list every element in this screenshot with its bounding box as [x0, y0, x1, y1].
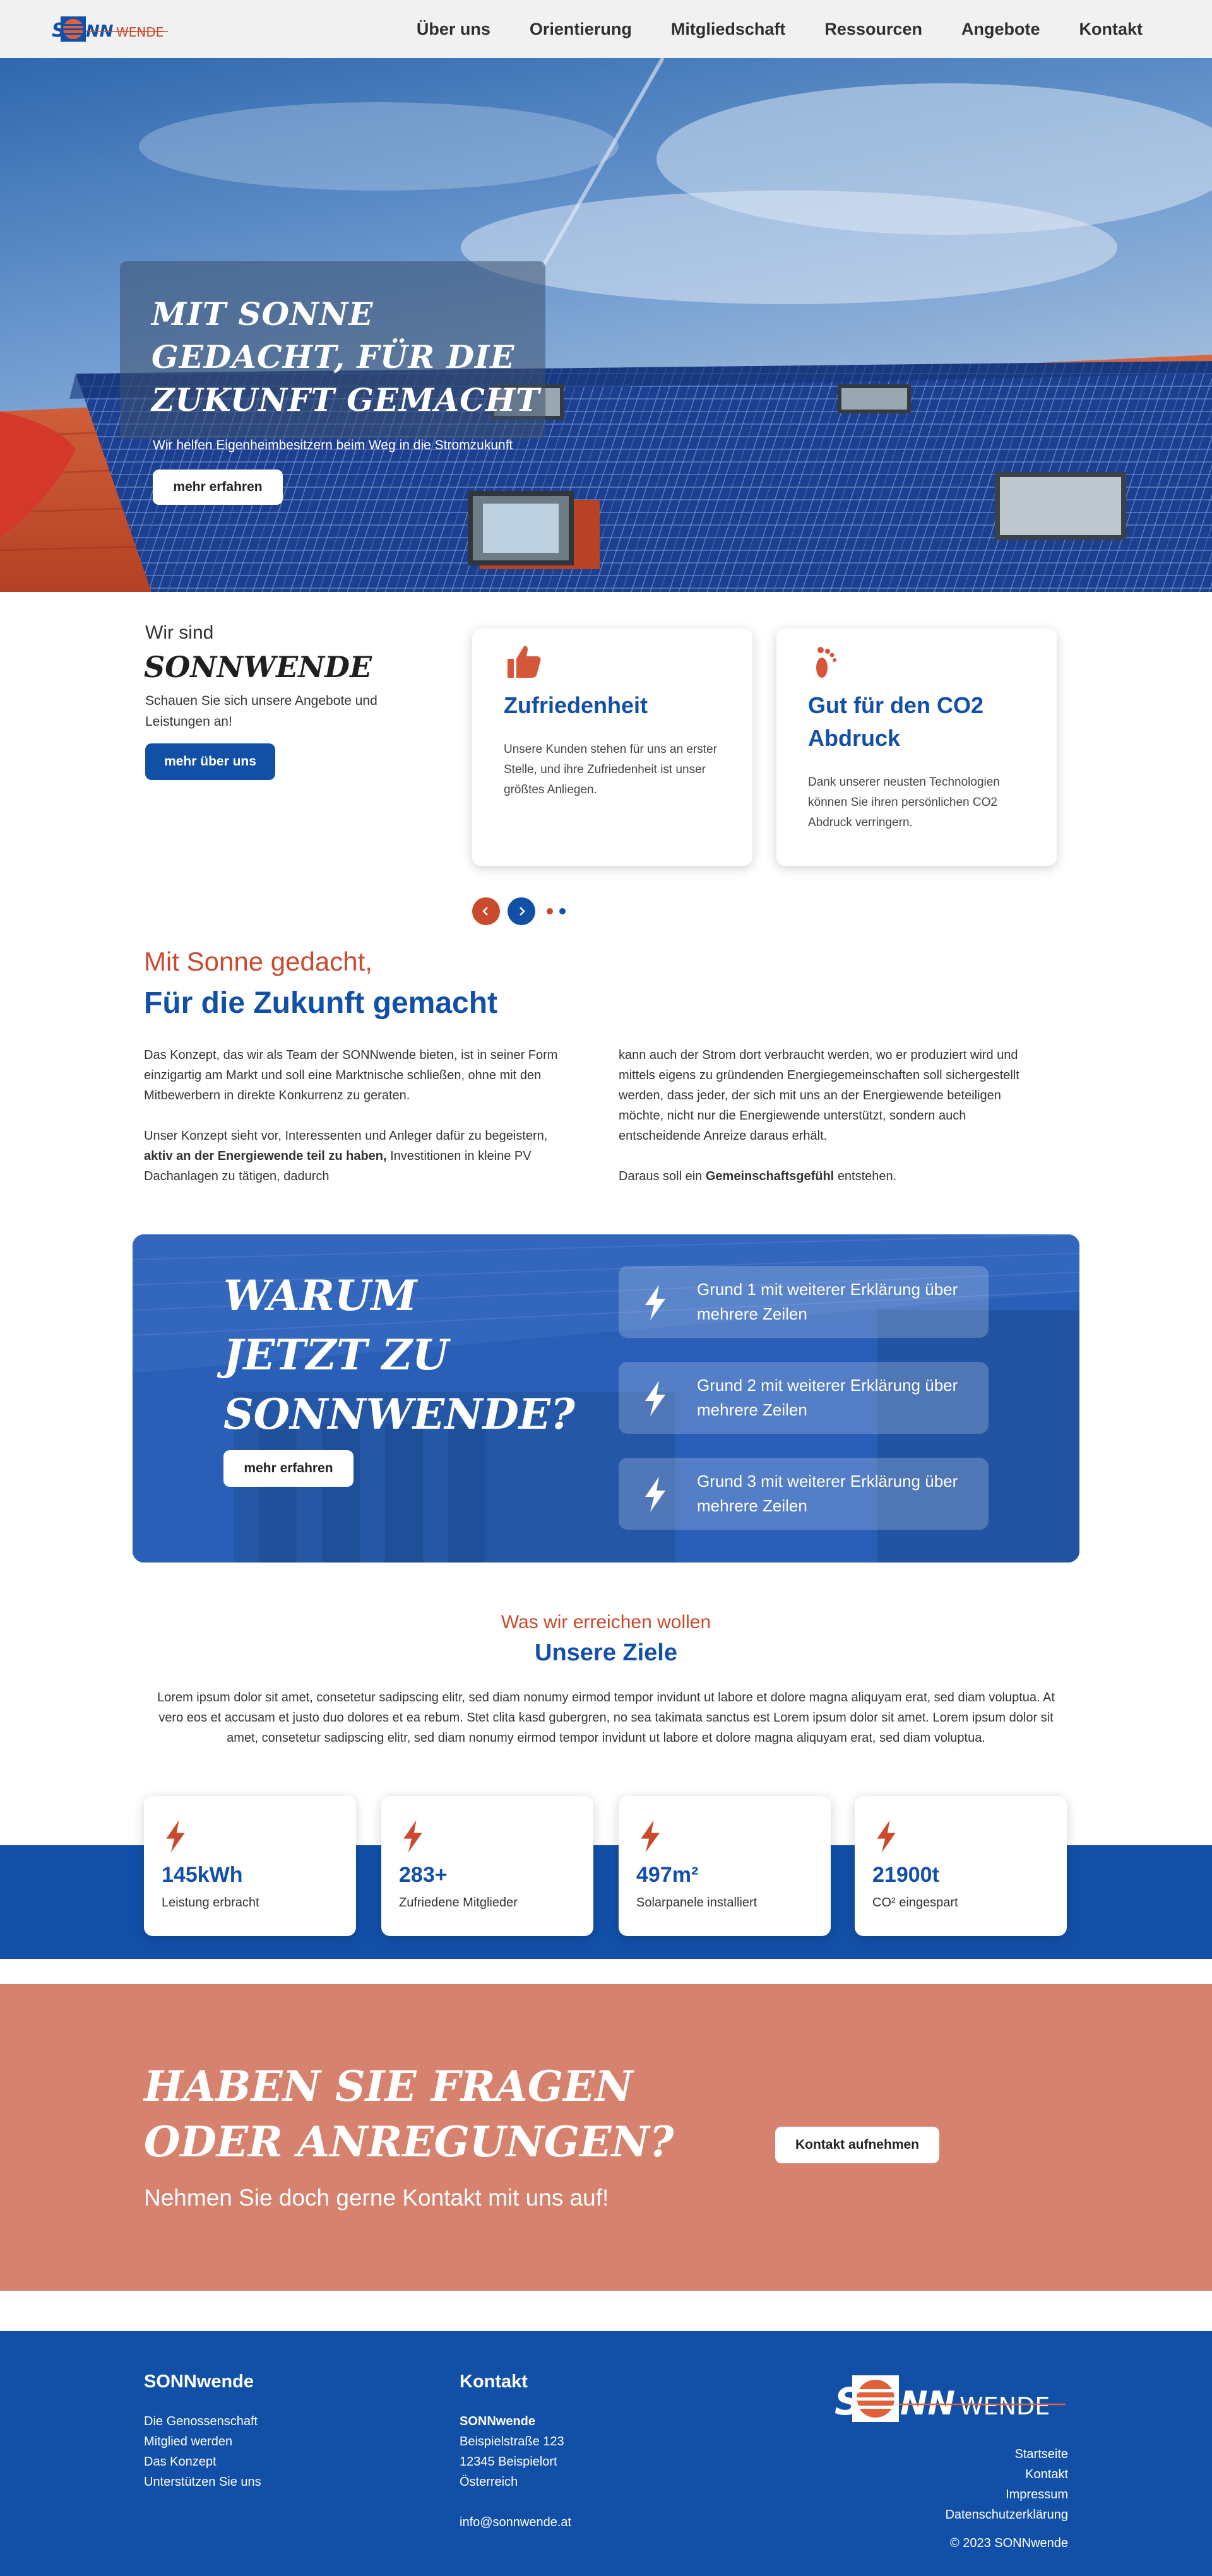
- stat-card-members: [381, 1796, 593, 1936]
- goals-pretitle: Was wir erreichen wollen: [501, 1612, 711, 1633]
- svg-text:S: S: [835, 2380, 862, 2424]
- concept-bold-text: aktiv an der Energiewende teil zu haben,: [144, 1149, 387, 1163]
- hero-title: MIT SONNE GEDACHT, FÜR DIE ZUKUNFT GEMACHT: [152, 295, 540, 418]
- footer-link[interactable]: Mitglied werden: [144, 2435, 233, 2449]
- goals-text: Lorem ipsum dolor sit amet, consetetur sadipscing elitr, sed diam nonumy eirmod tempor invidunt ut labore et dolore magna aliquyam erat, sed diam voluptua. At vero eos et accusam et justo duo dolores et ea rebum. Stet clita kasd gubergren, no sea takimata sanctus est Lorem ipsum dolor sit amet. Lorem ipsum dolor sit amet, consetetur sadipscing elitr, sed diam nonumy eirmod tempor invidunt ut labore et dolore magna aliquyam erat, sed diam voluptua.: [157, 1691, 1055, 1745]
- intro-brand-name: SONNWENDE: [144, 650, 372, 684]
- hero-subtitle: Wir helfen Eigenheimbesitzern beim Weg in die Stromzukunft: [153, 438, 513, 452]
- reason-item-3: [619, 1458, 989, 1530]
- footer-column-links: [833, 2369, 1068, 2551]
- intro-pretitle: Wir sind: [145, 622, 214, 643]
- lightning-icon: [640, 1380, 670, 1417]
- concept-text: Investitionen in kleine PV Dachanlagen zu tätigen, dadurch: [144, 1149, 532, 1183]
- footer: [0, 2331, 1212, 2576]
- chevron-left-icon: [480, 906, 492, 917]
- feature-card-satisfaction[interactable]: [472, 629, 752, 866]
- nav-item-kontakt[interactable]: Kontakt: [1079, 19, 1143, 38]
- cta-subtitle: Nehmen Sie doch gerne Kontakt mit uns auf!: [144, 2185, 609, 2211]
- lightning-icon: [640, 1284, 670, 1321]
- footer-link-kontakt[interactable]: Kontakt: [1025, 2467, 1068, 2481]
- footer-link[interactable]: Unterstützen Sie uns: [144, 2475, 261, 2489]
- concept-paragraph: Das Konzept, das wir als Team der SONNwende bieten, ist in seiner Form einzigartig am Markt und soll eine Marktnische schließen, ohne mit den Mitbewerbern in direkte Konkurrenz zu geraten.: [144, 1048, 558, 1102]
- sonnwende-logo[interactable]: [50, 13, 170, 45]
- card-title: Gut für den CO2 Abdruck: [808, 692, 983, 751]
- sonnwende-logo[interactable]: [833, 2369, 1068, 2428]
- concept-paragraph: [144, 1126, 573, 1186]
- lightning-icon: [640, 1475, 670, 1513]
- stat-value: 283+: [399, 1863, 448, 1887]
- contact-cta-section: [0, 1984, 1212, 2291]
- footer-legal-links: [833, 2444, 1068, 2525]
- concept-paragraph: [619, 1166, 1048, 1186]
- footer-address-line: 12345 Beispielort: [460, 2455, 557, 2469]
- why-section: [133, 1234, 1079, 1563]
- concept-text: Unser Konzept sieht vor, Interessenten und Anleger dafür zu begeistern,: [144, 1129, 548, 1143]
- reason-text: Grund 1 mit weiterer Erklärung über mehrere Zeilen: [697, 1280, 958, 1323]
- footer-link-startseite[interactable]: Startseite: [1014, 2447, 1068, 2461]
- concept-text: entstehen.: [837, 1169, 897, 1183]
- hero-more-button[interactable]: mehr erfahren: [153, 470, 283, 505]
- nav-item-ueber-uns[interactable]: Über uns: [416, 19, 490, 38]
- stat-card-panels: [619, 1796, 831, 1936]
- lightning-icon: [636, 1817, 664, 1855]
- stat-label: Zufriedene Mitglieder: [399, 1896, 518, 1910]
- reason-text: Grund 2 mit weiterer Erklärung über mehrere Zeilen: [697, 1376, 958, 1419]
- concept-column-right: [619, 1045, 1048, 1186]
- feature-card-co2[interactable]: [776, 629, 1057, 866]
- footer-address-line: Österreich: [460, 2475, 518, 2489]
- thumbs-up-icon: [504, 641, 544, 682]
- svg-text:NN: NN: [900, 2385, 956, 2423]
- main-nav: [417, 0, 1143, 58]
- svg-text:WENDE: WENDE: [960, 2392, 1050, 2420]
- footer-heading: SONNwende: [144, 2372, 254, 2392]
- footer-copyright: © 2023 SONNwende: [949, 2536, 1068, 2550]
- stat-value: 497m²: [636, 1863, 699, 1887]
- card-text: Unsere Kunden stehen für uns an erster Stelle, und ihre Zufriedenheit ist unser größtes Anliegen.: [504, 743, 717, 796]
- slider-prev-button[interactable]: [472, 897, 500, 925]
- footer-link[interactable]: Das Konzept: [144, 2455, 217, 2469]
- nav-item-angebote[interactable]: Angebote: [961, 19, 1040, 38]
- why-more-button[interactable]: mehr erfahren: [223, 1450, 354, 1487]
- concept-paragraph: kann auch der Strom dort verbraucht werden, wo er produziert wird und mittels eigens zu gründenden Energiegemeinschaften soll sichergestellt werden, dass jeder, der sich mit uns an der Energiewende beteiligen möchte, nicht nur die Energiewende unterstützt, sondern auch entscheidende Anreize daraus erhält.: [619, 1048, 1019, 1143]
- concept-title: Für die Zukunft gemacht: [144, 986, 498, 1020]
- cards-slider-controls: [472, 897, 566, 925]
- lightning-icon: [399, 1817, 427, 1855]
- stat-label: CO² eingespart: [872, 1896, 958, 1910]
- concept-bold-text: Gemeinschaftsgefühl: [705, 1169, 835, 1183]
- nav-item-mitgliedschaft[interactable]: Mitgliedschaft: [670, 19, 786, 38]
- footer-link-impressum[interactable]: Impressum: [1006, 2488, 1068, 2502]
- stat-card-power: [144, 1796, 356, 1936]
- stat-value: 21900t: [872, 1863, 939, 1887]
- nav-item-ressourcen[interactable]: Ressourcen: [824, 19, 922, 38]
- slider-next-button[interactable]: [508, 897, 535, 925]
- reason-item-2: [619, 1362, 989, 1434]
- lightning-icon: [872, 1817, 900, 1855]
- footprint-icon: [808, 641, 848, 682]
- slider-dot[interactable]: [559, 908, 566, 914]
- contact-button[interactable]: Kontakt aufnehmen: [775, 2127, 939, 2163]
- slider-dots: [547, 908, 566, 914]
- footer-address-name: SONNwende: [460, 2414, 536, 2428]
- footer-link[interactable]: Die Genossenschaft: [144, 2414, 258, 2428]
- reason-text: Grund 3 mit weiterer Erklärung über mehrere Zeilen: [697, 1472, 958, 1515]
- footer-address-line: Beispielstraße 123: [460, 2435, 564, 2449]
- cta-title: HABEN SIE FRAGEN ODER ANREGUNGEN?: [144, 2062, 674, 2166]
- svg-text:WENDE: WENDE: [116, 25, 164, 40]
- reason-item-1: [619, 1266, 989, 1338]
- why-title: WARUM JETZT ZU SONNWENDE?: [223, 1271, 575, 1439]
- hero-section: [0, 58, 1212, 592]
- stat-label: Leistung erbracht: [162, 1896, 259, 1910]
- footer-column-company: [144, 2372, 261, 2492]
- lightning-icon: [162, 1817, 189, 1855]
- footer-email-link[interactable]: info@sonnwende.at: [460, 2515, 572, 2529]
- goals-title: Unsere Ziele: [535, 1640, 677, 1666]
- concept-text: Daraus soll ein: [619, 1169, 703, 1183]
- footer-heading: Kontakt: [460, 2372, 528, 2392]
- about-us-button[interactable]: mehr über uns: [145, 743, 275, 780]
- concept-pretitle: Mit Sonne gedacht,: [144, 947, 372, 976]
- slider-dot-active[interactable]: [547, 908, 553, 914]
- stat-card-co2: [855, 1796, 1067, 1936]
- svg-text:NN: NN: [86, 22, 114, 41]
- stat-label: Solarpanele installiert: [636, 1896, 758, 1910]
- footer-link-datenschutz[interactable]: Datenschutzerklärung: [945, 2508, 1068, 2522]
- chevron-right-icon: [516, 906, 527, 917]
- svg-text:S: S: [52, 20, 66, 42]
- stat-value: 145kWh: [162, 1863, 243, 1887]
- navbar: [0, 0, 1212, 58]
- nav-item-orientierung[interactable]: Orientierung: [529, 19, 632, 38]
- card-title: Zufriedenheit: [504, 692, 648, 718]
- footer-column-contact: [460, 2372, 571, 2532]
- concept-column-left: [144, 1045, 573, 1186]
- intro-text: Schauen Sie sich unsere Angebote und Leistungen an!: [145, 694, 377, 729]
- card-text: Dank unserer neusten Technologien können Sie ihren persönlichen CO2 Abdruck verringern.: [808, 776, 1000, 829]
